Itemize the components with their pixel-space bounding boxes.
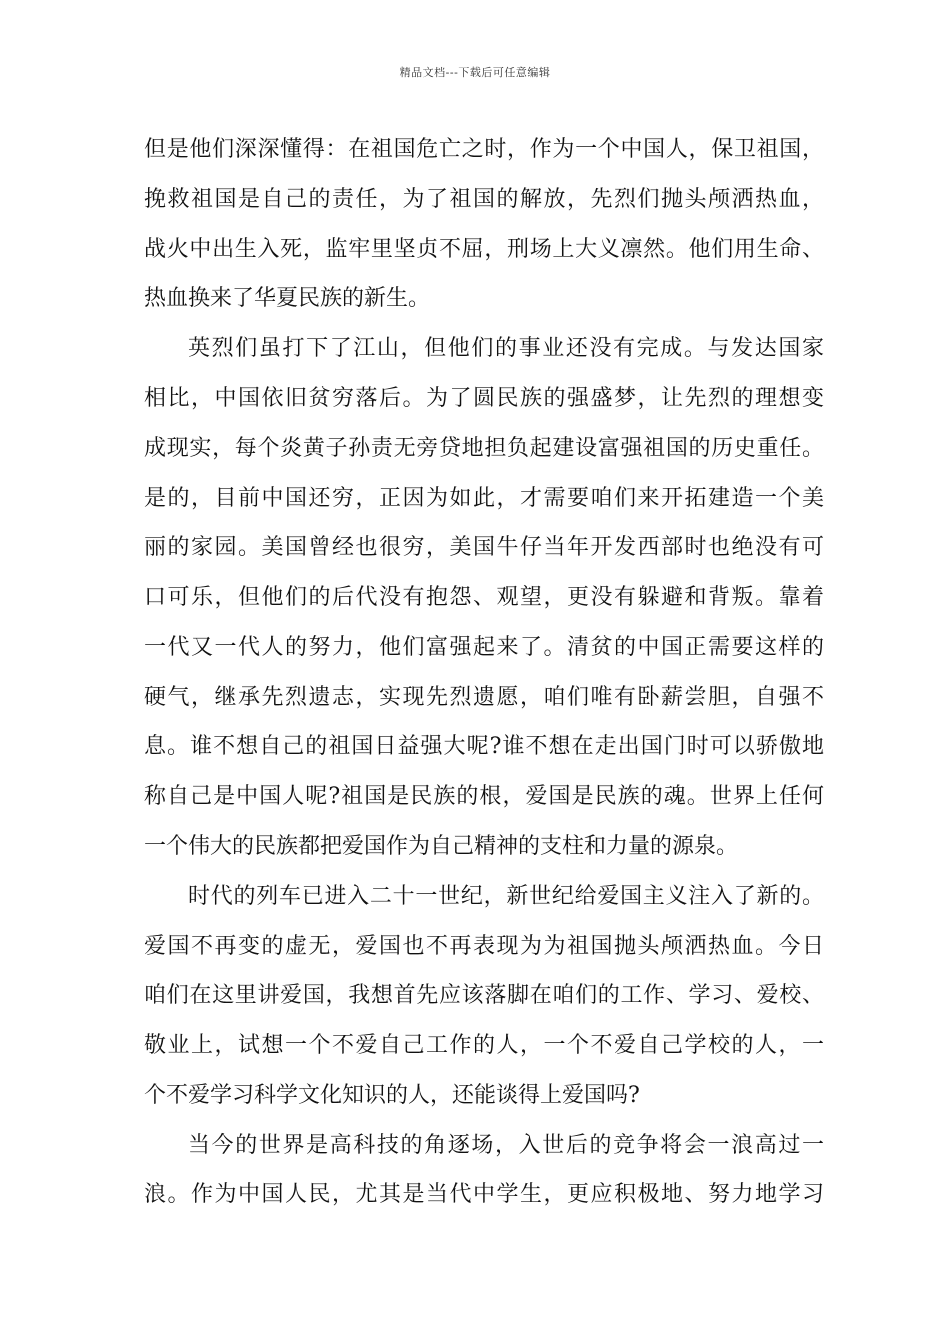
- text-line: 时代的列车已进入二十一世纪，新世纪给爱国主义注入了新的。: [188, 884, 824, 909]
- text-line: 但是他们深深懂得：在祖国危亡之时，作为一个中国人，保卫祖国，: [144, 137, 824, 162]
- text-line: 敬业上，试想一个不爱自己工作的人，一个不爱自己学校的人，一: [144, 1033, 824, 1058]
- text-line: 息。谁不想自己的祖国日益强大呢?谁不想在走出国门时可以骄傲地: [144, 734, 824, 759]
- text-line: 相比，中国依旧贫穷落后。为了圆民族的强盛梦，让先烈的理想变: [144, 386, 824, 411]
- text-line: 英烈们虽打下了江山，但他们的事业还没有完成。与发达国家: [188, 336, 824, 361]
- text-line: 挽救祖国是自己的责任，为了祖国的解放，先烈们抛头颅洒热血，: [144, 187, 824, 212]
- text-line: 口可乐，但他们的后代没有抱怨、观望，更没有躲避和背叛。靠着: [144, 585, 824, 610]
- text-line: 一个伟大的民族都把爱国作为自己精神的支柱和力量的源泉。: [144, 834, 739, 859]
- text-line: 浪。作为中国人民，尤其是当代中学生，更应积极地、努力地学习: [144, 1182, 824, 1207]
- text-line: 当今的世界是高科技的角逐场，入世后的竞争将会一浪高过一: [188, 1133, 824, 1158]
- text-line: 一代又一代人的努力，他们富强起来了。清贫的中国正需要这样的: [144, 635, 824, 660]
- page-header: 精品文档---下载后可任意编辑: [399, 66, 551, 79]
- text-line: 爱国不再变的虚无，爱国也不再表现为为祖国抛头颅洒热血。今日: [144, 934, 824, 959]
- text-line: 个不爱学习科学文化知识的人，还能谈得上爱国吗?: [144, 1083, 640, 1108]
- text-line: 战火中出生入死，监牢里坚贞不屈，刑场上大义凛然。他们用生命、: [144, 237, 824, 262]
- text-line: 称自己是中国人呢?祖国是民族的根，爱国是民族的魂。世界上任何: [144, 784, 824, 809]
- text-line: 丽的家园。美国曾经也很穷，美国牛仔当年开发西部时也绝没有可: [144, 535, 824, 560]
- text-line: 热血换来了华夏民族的新生。: [144, 286, 431, 311]
- text-line: 咱们在这里讲爱国，我想首先应该落脚在咱们的工作、学习、爱校、: [144, 983, 824, 1008]
- text-line: 硬气，继承先烈遗志，实现先烈遗愿，咱们唯有卧薪尝胆，自强不: [144, 685, 824, 710]
- text-line: 是的，目前中国还穷，正因为如此，才需要咱们来开拓建造一个美: [144, 486, 824, 511]
- text-line: 成现实，每个炎黄子孙责无旁贷地担负起建设富强祖国的历史重任。: [144, 436, 824, 461]
